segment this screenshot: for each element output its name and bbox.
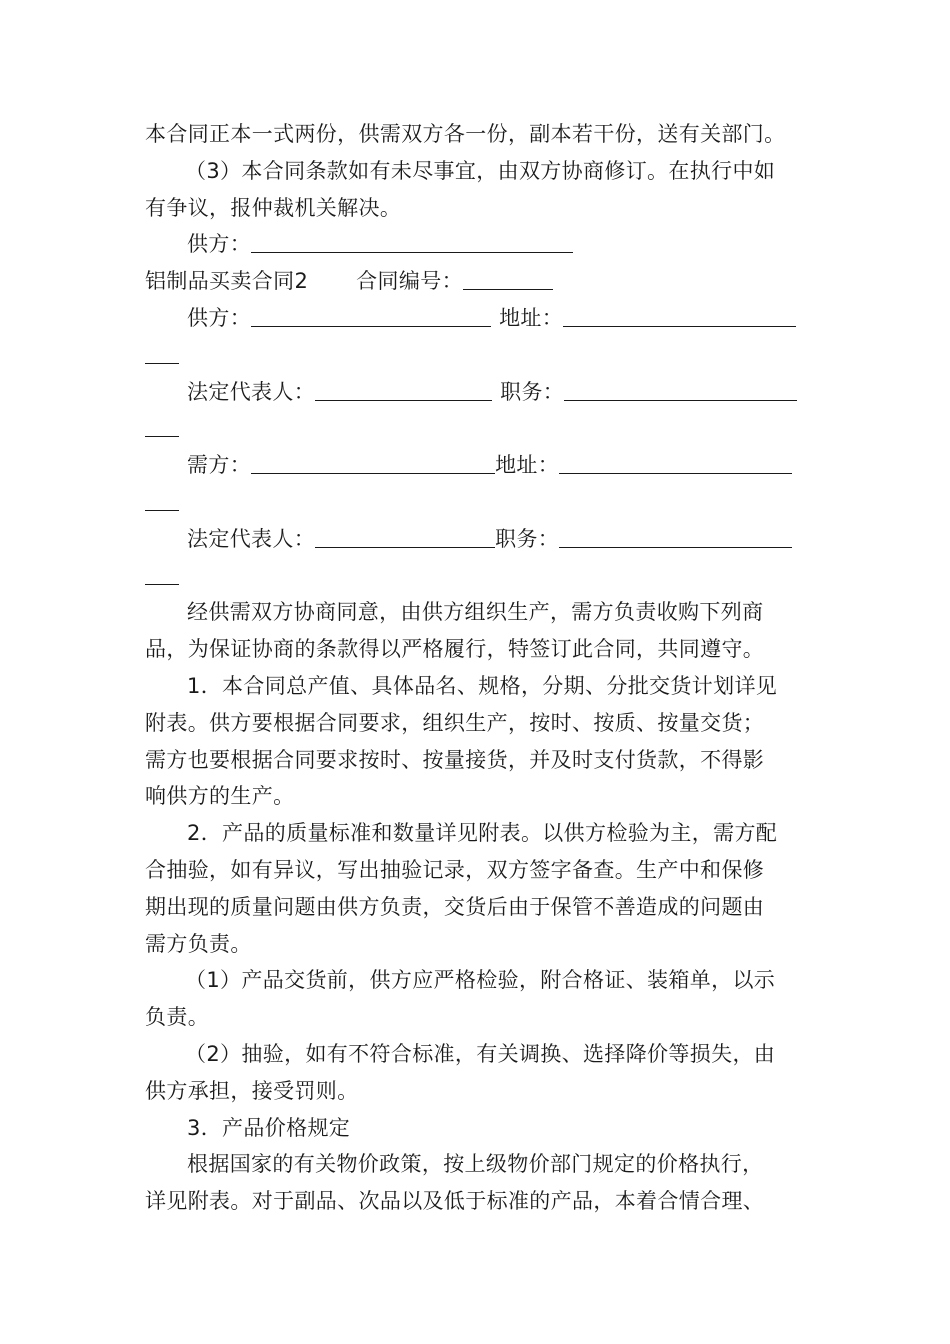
text-line: （2）抽验，如有不符合标准，有关调换、选择降价等损失，由 (185, 1041, 776, 1066)
contract-number-blank (463, 269, 553, 290)
blank-continuation (145, 490, 179, 511)
blank-continuation (145, 416, 179, 437)
text-line: 需方负责。 (145, 931, 252, 956)
position-label: 职务： (495, 526, 560, 551)
supplier-line (145, 300, 810, 337)
position-blank (559, 527, 792, 548)
text-line: 2．产品的质量标准和数量详见附表。以供方检验为主，需方配 (187, 821, 778, 846)
text-line: 经供需双方协商同意，由供方组织生产，需方负责收购下列商 (187, 600, 764, 625)
text-line: 品，为保证协商的条款得以严格履行，特签订此合同，共同遵守。 (145, 637, 765, 662)
text-line: 期出现的质量问题由供方负责，交货后由于保管不善造成的问题由 (145, 894, 765, 919)
blank-continuation (145, 564, 179, 585)
wrap-line (145, 337, 810, 374)
text-line: 1．本合同总产值、具体品名、规格，分期、分批交货计划详见 (187, 673, 778, 698)
supplier-blank (251, 306, 491, 327)
text-line: 需方也要根据合同要求按时、按量接货，并及时支付货款，不得影 (145, 747, 765, 772)
section-heading: 3．产品价格规定 (187, 1115, 351, 1140)
contract-title: 铝制品买卖合同2 (145, 269, 309, 294)
buyer-blank (251, 453, 495, 474)
text-line: 负责。 (145, 1005, 210, 1030)
text-line: （1）产品交货前，供方应严格检验，附合格证、装箱单，以示 (185, 968, 776, 993)
wrap-line (145, 484, 810, 521)
blank-continuation (145, 343, 179, 364)
address-label: 地址： (499, 305, 564, 330)
representative-line (145, 521, 810, 558)
position-blank (564, 380, 797, 401)
wrap-line (145, 558, 810, 595)
legal-rep-blank (315, 380, 492, 401)
text-line: 详见附表。对于副品、次品以及低于标准的产品，本着合情合理、 (145, 1189, 765, 1214)
document-page (145, 116, 810, 1220)
address-blank (563, 306, 796, 327)
position-label: 职务： (500, 379, 565, 404)
legal-rep-label: 法定代表人： (187, 379, 316, 404)
supplier-label: 供方： (187, 232, 252, 257)
buyer-line (145, 447, 810, 484)
legal-rep-blank (315, 527, 495, 548)
address-blank (559, 453, 792, 474)
legal-rep-label: 法定代表人： (187, 526, 316, 551)
wrap-line (145, 410, 810, 447)
contract-title-line (145, 263, 810, 300)
address-label: 地址： (495, 453, 560, 478)
buyer-label: 需方： (187, 453, 252, 478)
representative-line (145, 374, 810, 411)
text-line: 本合同正本一式两份，供需双方各一份，副本若干份，送有关部门。 (145, 122, 786, 146)
contract-number-label: 合同编号： (356, 269, 463, 294)
text-line: （3）本合同条款如有未尽事宜，由双方协商修订。在执行中如 (185, 158, 776, 183)
text-line: 有争议，报仲裁机关解决。 (145, 195, 402, 220)
signature-supplier-line (145, 226, 810, 263)
text-line: 根据国家的有关物价政策，按上级物价部门规定的价格执行， (187, 1152, 764, 1177)
text-line: 供方承担，接受罚则。 (145, 1078, 359, 1103)
text-line: 附表。供方要根据合同要求，组织生产，按时、按质、按量交货； (145, 710, 765, 735)
text-line: 响供方的生产。 (145, 784, 295, 809)
supplier-blank (251, 232, 573, 253)
text-line: 合抽验，如有异议，写出抽验记录，双方签字备查。生产中和保修 (145, 857, 765, 882)
supplier-label: 供方： (187, 305, 252, 330)
